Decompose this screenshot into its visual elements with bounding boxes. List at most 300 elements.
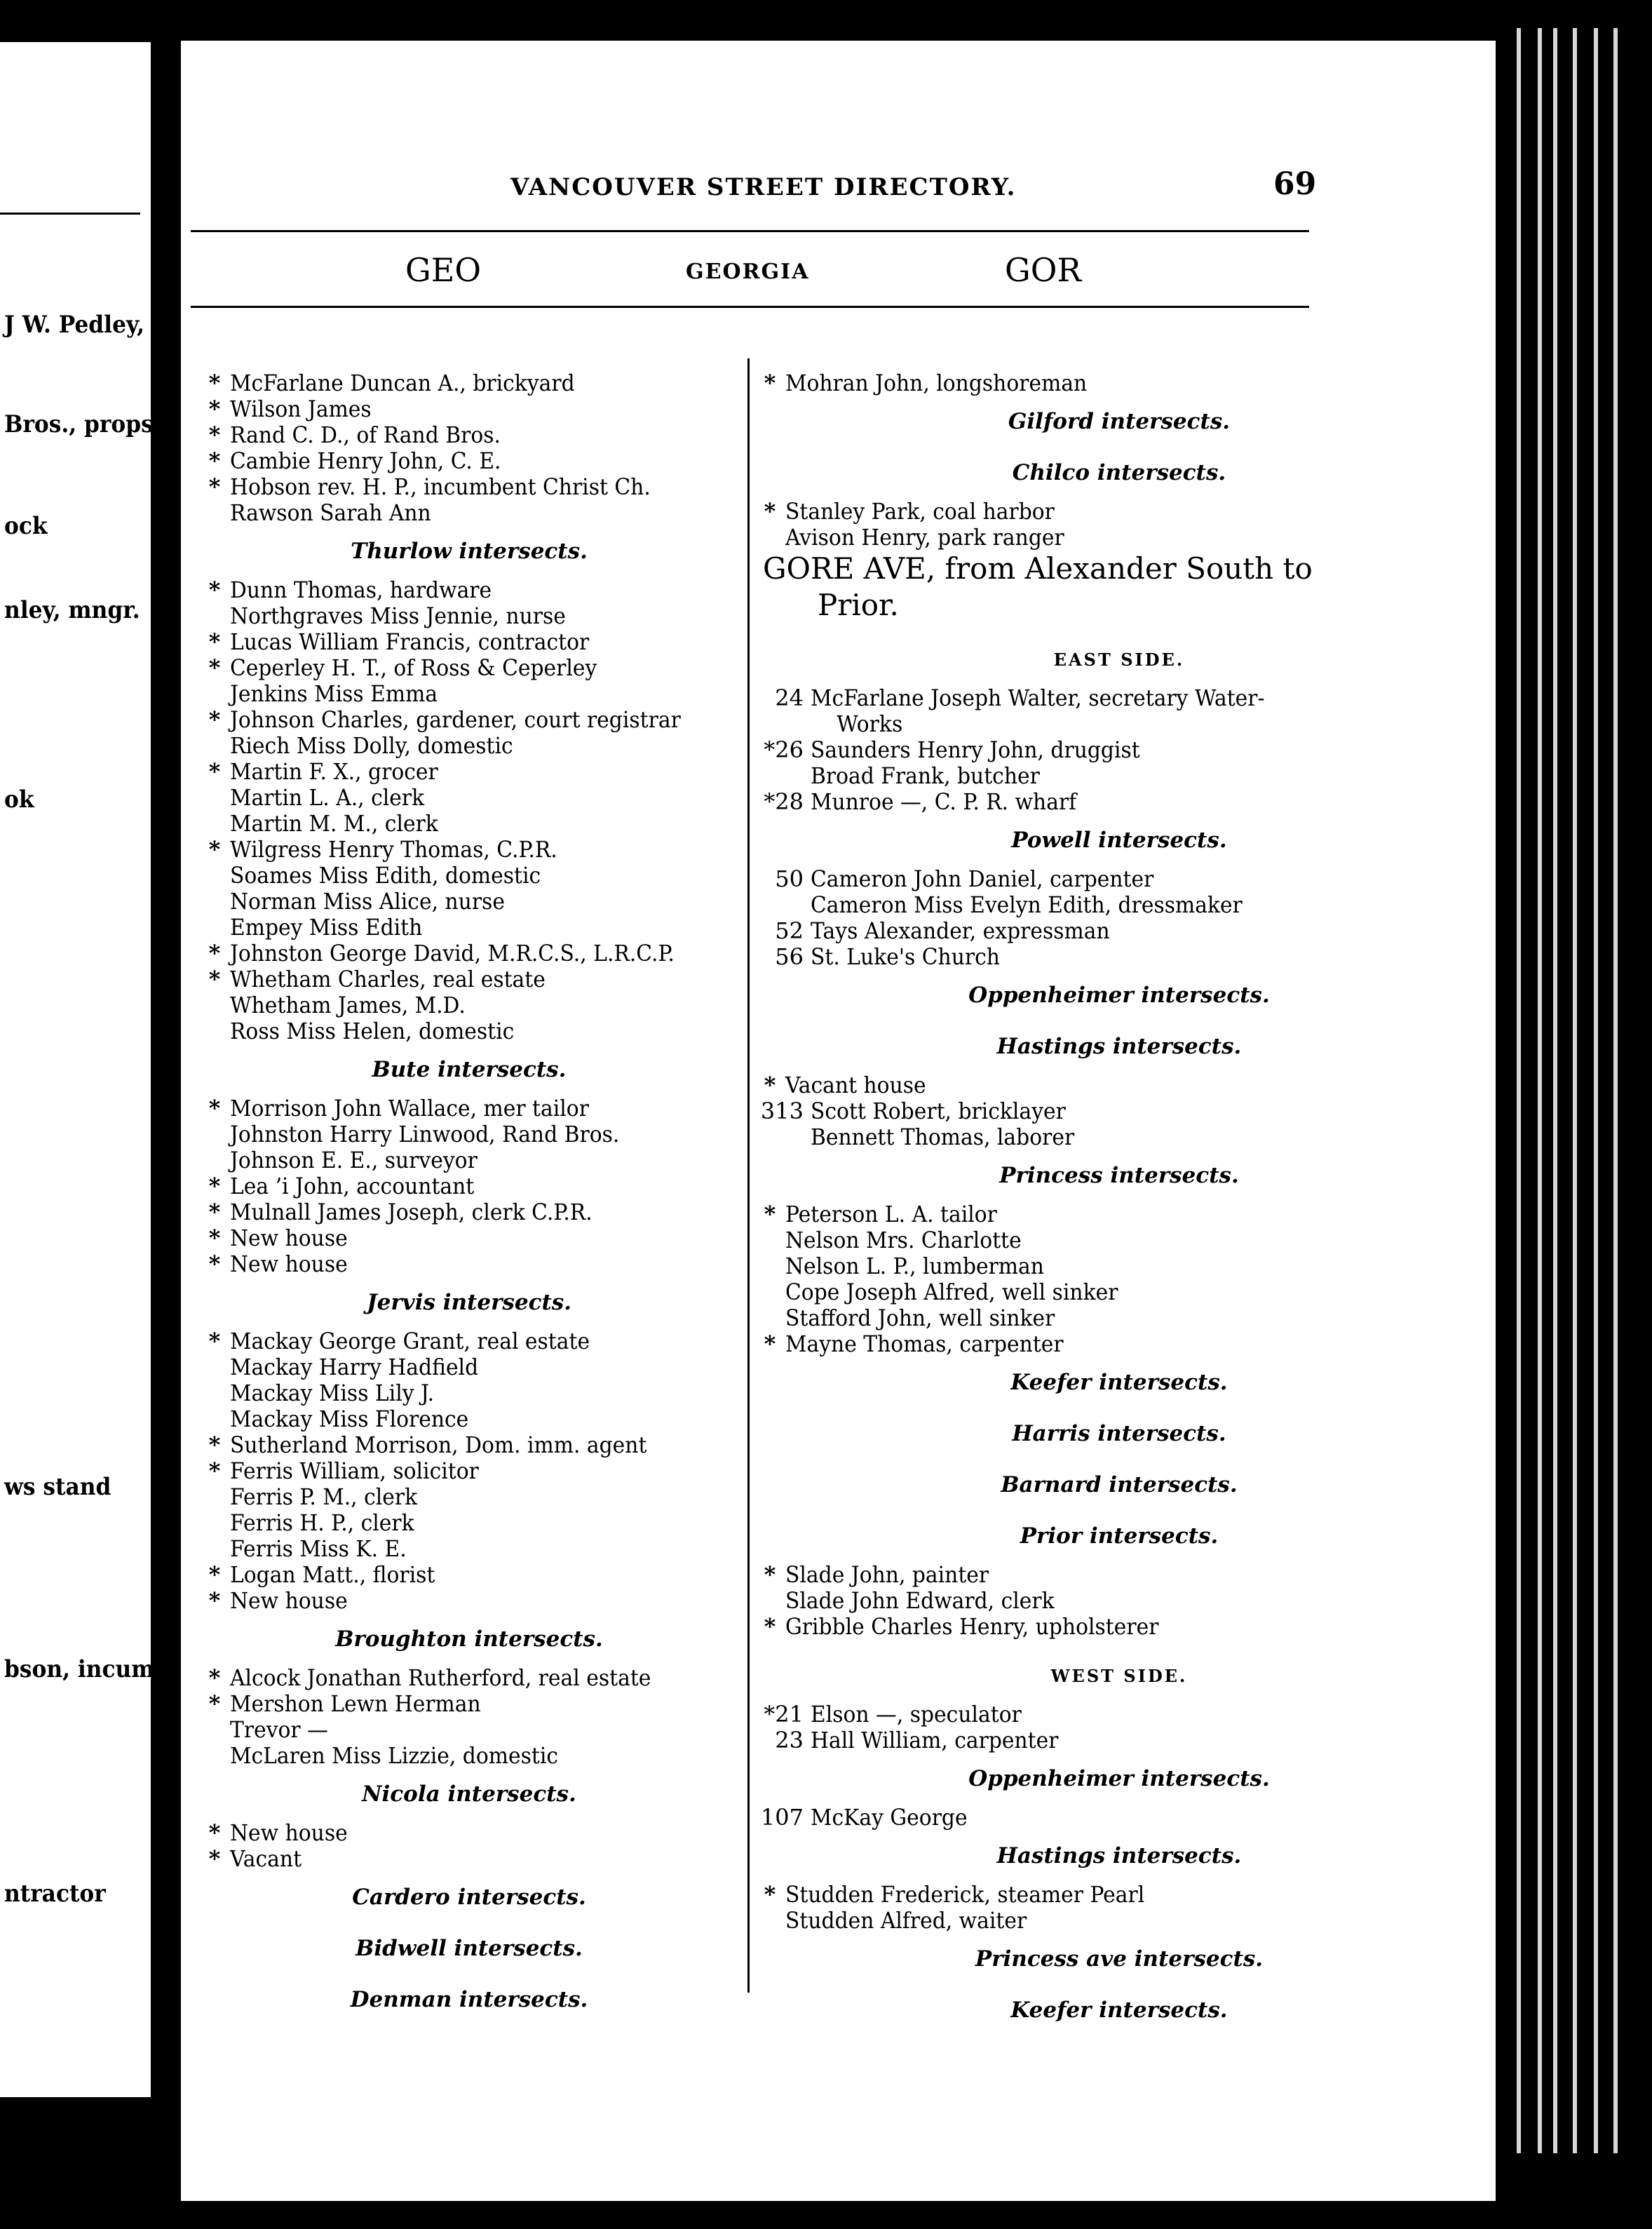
directory-entry <box>754 1253 1484 1279</box>
house-number: 24 <box>775 685 804 711</box>
entry-text: McFarlane Joseph Walter, secretary Water- <box>811 685 1265 711</box>
page-number: 69 <box>1273 166 1317 202</box>
directory-entry <box>199 1743 739 1769</box>
intersection-heading <box>199 1057 739 1083</box>
house-number: *26 <box>764 736 804 763</box>
facing-page-fragment: ws stand <box>4 1473 111 1501</box>
range-start: GEO <box>405 251 482 289</box>
intersection-heading <box>199 1987 739 2013</box>
entry-text: Cameron John Daniel, carpenter <box>811 866 1154 892</box>
intersection-heading <box>754 1034 1484 1060</box>
owner-marker: * <box>208 1225 221 1251</box>
directory-entry <box>754 1279 1484 1305</box>
directory-entry <box>754 499 1484 525</box>
entry-text: Works <box>837 711 903 737</box>
entry-text: Slade John, painter <box>785 1561 989 1588</box>
intersection-heading <box>754 1843 1484 1869</box>
house-number: 107 <box>760 1804 804 1831</box>
directory-entry <box>754 1908 1484 1934</box>
entry-text: Hall William, carpenter <box>811 1727 1059 1753</box>
spacer <box>199 1807 739 1820</box>
intersection-label: Barnard intersects. <box>1001 1472 1238 1497</box>
spacer <box>199 1316 739 1328</box>
entry-text: Mershon Lewn Herman <box>230 1690 481 1717</box>
intersection-label: Princess ave intersects. <box>975 1946 1264 1972</box>
directory-entry <box>199 603 739 629</box>
intersection-label: Bute intersects. <box>372 1057 567 1082</box>
spacer <box>754 1150 1484 1163</box>
owner-marker: * <box>208 1845 221 1872</box>
entry-text: Martin M. M., clerk <box>230 810 438 837</box>
entry-text: Northgraves Miss Jennie, nurse <box>230 602 566 629</box>
entry-text: Stafford John, well sinker <box>785 1305 1055 1331</box>
street-name-heading: GEORGIA <box>686 260 810 284</box>
directory-entry <box>199 1096 739 1122</box>
entry-text: Martin L. A., clerk <box>230 784 425 811</box>
entry-text: New house <box>230 1819 348 1846</box>
entry-text: Saunders Henry John, druggist <box>811 736 1140 763</box>
entry-text: Ceperley H. T., of Ross & Ceperley <box>230 654 597 681</box>
entry-text: Vacant house <box>785 1072 926 1098</box>
directory-entry <box>199 915 739 941</box>
running-header <box>181 166 1496 211</box>
directory-entry <box>199 1458 739 1484</box>
intersection-heading <box>754 409 1484 435</box>
spacer <box>199 1044 739 1057</box>
spacer <box>754 970 1484 983</box>
entry-text: Ferris H. P., clerk <box>230 1509 414 1536</box>
facing-page-rule <box>0 213 140 215</box>
entry-text: Wilgress Henry Thomas, C.P.R. <box>230 836 557 863</box>
entry-text: Nelson L. P., lumberman <box>785 1253 1044 1279</box>
entry-text: Rand C. D., of Rand Bros. <box>230 422 501 448</box>
owner-marker: * <box>764 498 776 525</box>
facing-page-fragment: ntractor <box>4 1880 106 1908</box>
intersection-label: Denman intersects. <box>350 1987 588 2012</box>
directory-entry <box>199 1588 739 1614</box>
intersection-heading <box>754 1163 1484 1189</box>
directory-entry <box>199 1173 739 1199</box>
entry-text: Cambie Henry John, C. E. <box>230 447 501 474</box>
entry-text: Ferris Miss K. E. <box>230 1535 407 1562</box>
directory-entry <box>199 863 739 889</box>
directory-entry <box>754 711 1484 737</box>
entry-text: Nelson Mrs. Charlotte <box>785 1227 1022 1253</box>
owner-marker: * <box>208 836 221 863</box>
directory-entry <box>199 1717 739 1743</box>
entry-text: Johnston George David, M.R.C.S., L.R.C.P. <box>230 940 675 967</box>
entry-text: Dunn Thomas, hardware <box>230 577 492 603</box>
directory-entry <box>199 1484 739 1510</box>
entry-text: Hobson rev. H. P., incumbent Christ Ch. <box>230 473 651 500</box>
owner-marker: * <box>208 396 221 422</box>
entry-text: Elson —, speculator <box>811 1701 1022 1728</box>
directory-entry <box>754 1098 1484 1124</box>
spacer <box>754 447 1484 460</box>
directory-entry <box>754 1201 1484 1227</box>
directory-entry <box>199 1406 739 1432</box>
entry-text: Rawson Sarah Ann <box>230 499 431 526</box>
owner-marker: * <box>208 1690 221 1717</box>
directory-entry <box>199 967 739 992</box>
facing-page-edge <box>0 42 164 2097</box>
owner-marker: * <box>208 1328 221 1354</box>
directory-entry <box>199 1122 739 1147</box>
intersection-heading <box>199 539 739 565</box>
spacer <box>754 1009 1484 1021</box>
intersection-label: Nicola intersects. <box>362 1782 576 1807</box>
entry-text: McFarlane Duncan A., brickyard <box>230 370 575 396</box>
intersection-heading <box>199 1290 739 1316</box>
facing-page-fragment: bson, incum- <box>4 1655 164 1683</box>
directory-entry <box>754 370 1484 396</box>
intersection-label: Gilford intersects. <box>1008 409 1231 434</box>
directory-entry <box>199 1354 739 1380</box>
entry-text: Jenkins Miss Emma <box>230 680 438 707</box>
spacer <box>199 1769 739 1782</box>
range-end: GOR <box>1005 251 1082 289</box>
intersection-label: Jervis intersects. <box>366 1290 572 1315</box>
entry-text: Wilson James <box>230 396 372 422</box>
owner-marker: * <box>208 1587 221 1614</box>
spacer <box>199 565 739 577</box>
spacer <box>754 1189 1484 1201</box>
spacer <box>199 526 739 539</box>
directory-entry <box>754 763 1484 789</box>
intersection-heading <box>199 1627 739 1652</box>
spacer <box>754 486 1484 499</box>
left-column <box>199 370 739 2026</box>
intersection-heading <box>754 460 1484 486</box>
directory-entry <box>199 707 739 733</box>
entry-text: Morrison John Wallace, mer tailor <box>230 1095 589 1122</box>
spacer <box>754 1831 1484 1843</box>
directory-entry <box>754 1614 1484 1640</box>
spacer <box>754 1460 1484 1472</box>
street-heading <box>754 551 1484 587</box>
directory-entry <box>199 1846 739 1872</box>
owner-marker: * <box>208 966 221 992</box>
entry-text: Gribble Charles Henry, upholsterer <box>785 1613 1159 1640</box>
spacer <box>199 2013 739 2026</box>
entry-text: Ross Miss Helen, domestic <box>230 1018 515 1044</box>
owner-marker: * <box>764 370 776 396</box>
directory-entry <box>754 1227 1484 1253</box>
entry-text: Trevor — <box>230 1716 328 1743</box>
house-number: *28 <box>764 788 804 815</box>
intersection-label: Broughton intersects. <box>335 1627 603 1652</box>
entry-text: Bennett Thomas, laborer <box>811 1124 1075 1150</box>
intersection-heading <box>754 1523 1484 1549</box>
entry-text: McLaren Miss Lizzie, domestic <box>230 1742 559 1769</box>
intersection-label: Keefer intersects. <box>1010 1370 1228 1395</box>
directory-entry <box>199 681 739 707</box>
directory-entry <box>199 785 739 811</box>
directory-entry <box>754 1562 1484 1588</box>
facing-page-fragment: Bros., props <box>4 410 154 438</box>
spacer <box>199 1652 739 1665</box>
directory-entry <box>199 992 739 1018</box>
entry-text: Tays Alexander, expressman <box>811 917 1110 944</box>
spacer <box>754 1985 1484 1998</box>
directory-entry <box>754 892 1484 918</box>
street-heading-text: Prior. <box>818 588 899 622</box>
entry-text: Mackay Harry Hadfield <box>230 1354 479 1380</box>
spacer <box>754 1689 1484 1702</box>
entry-text: Cameron Miss Evelyn Edith, dressmaker <box>811 891 1243 918</box>
entry-text: Johnston Harry Linwood, Rand Bros. <box>230 1121 620 1147</box>
house-number: 52 <box>775 917 804 944</box>
directory-entry <box>199 629 739 655</box>
spacer <box>754 1549 1484 1562</box>
entry-text: Vacant <box>230 1845 302 1872</box>
owner-marker: * <box>764 1613 776 1640</box>
facing-page-fragment: J W. Pedley, <box>4 311 145 339</box>
spacer <box>754 624 1484 636</box>
directory-entry <box>199 500 739 526</box>
directory-entry <box>754 1805 1484 1831</box>
directory-entry <box>754 525 1484 551</box>
directory-entry <box>199 1328 739 1354</box>
page-title: VANCOUVER STREET DIRECTORY. <box>510 173 1017 201</box>
directory-entry <box>199 370 739 396</box>
directory-entry <box>199 1665 739 1691</box>
spacer <box>199 1277 739 1290</box>
spacer <box>754 1021 1484 1034</box>
intersection-label: Hastings intersects. <box>996 1034 1242 1059</box>
spacer <box>754 1060 1484 1072</box>
directory-entry <box>754 685 1484 711</box>
entry-text: Johnson E. E., surveyor <box>230 1147 478 1173</box>
owner-marker: * <box>208 940 221 967</box>
entry-text: Sutherland Morrison, Dom. imm. agent <box>230 1432 647 1458</box>
directory-entry <box>199 1251 739 1277</box>
spacer <box>754 1408 1484 1421</box>
spacer <box>754 854 1484 866</box>
directory-entry <box>199 448 739 474</box>
entry-text: Martin F. X., grocer <box>230 758 438 785</box>
spacer <box>754 2023 1484 2036</box>
owner-marker: * <box>764 1072 776 1098</box>
directory-entry <box>199 1199 739 1225</box>
directory-entry <box>199 1225 739 1251</box>
entry-text: Ferris William, solicitor <box>230 1457 479 1484</box>
entry-text: Soames Miss Edith, domestic <box>230 862 541 889</box>
directory-entry <box>754 918 1484 944</box>
spacer <box>754 1640 1484 1652</box>
entry-text: Johnson Charles, gardener, court registrar <box>230 706 681 733</box>
entry-text: Lea ’i John, accountant <box>230 1173 475 1199</box>
side-label: WEST SIDE. <box>1050 1666 1188 1686</box>
directory-entry <box>754 789 1484 815</box>
entry-text: Peterson L. A. tailor <box>785 1201 997 1227</box>
entry-text: Logan Matt., florist <box>230 1561 435 1588</box>
entry-text: Avison Henry, park ranger <box>785 524 1064 551</box>
directory-entry <box>199 1018 739 1044</box>
directory-entry <box>754 1072 1484 1098</box>
directory-entry <box>754 944 1484 970</box>
owner-marker: * <box>764 1881 776 1908</box>
intersection-heading <box>754 1421 1484 1447</box>
owner-marker: * <box>208 577 221 603</box>
book-page-edges <box>1496 14 1652 2229</box>
owner-marker: * <box>208 1173 221 1199</box>
spacer <box>754 1511 1484 1523</box>
facing-page-fragment: ock <box>4 512 48 540</box>
entry-text: Stanley Park, coal harbor <box>785 498 1055 525</box>
spacer <box>754 1753 1484 1766</box>
owner-marker: * <box>208 1819 221 1846</box>
intersection-label: Oppenheimer intersects. <box>968 983 1270 1008</box>
spacer <box>199 1911 739 1923</box>
owner-marker: * <box>764 1201 776 1227</box>
owner-marker: * <box>208 758 221 785</box>
directory-entry <box>199 396 739 422</box>
intersection-heading <box>754 828 1484 854</box>
directory-entry <box>199 474 739 500</box>
entry-text: Mackay George Grant, real estate <box>230 1328 590 1354</box>
directory-entry <box>754 1588 1484 1614</box>
entry-text: Broad Frank, butcher <box>811 762 1040 789</box>
entry-text: Munroe —, C. P. R. wharf <box>811 788 1077 815</box>
owner-marker: * <box>208 1457 221 1484</box>
spacer <box>199 1923 739 1936</box>
spacer <box>199 1962 739 1974</box>
owner-marker: * <box>208 422 221 448</box>
owner-marker: * <box>764 1331 776 1357</box>
entry-text: Riech Miss Dolly, domestic <box>230 732 513 759</box>
owner-marker: * <box>764 1561 776 1588</box>
entry-text: Lucas William Francis, contractor <box>230 628 590 655</box>
intersection-label: Cardero intersects. <box>352 1885 586 1910</box>
spacer <box>754 1972 1484 1985</box>
intersection-heading <box>754 983 1484 1009</box>
intersection-heading <box>199 1885 739 1911</box>
street-heading-continued <box>754 587 1484 624</box>
spacer <box>754 1869 1484 1882</box>
spacer <box>754 435 1484 447</box>
directory-entry <box>199 1510 739 1536</box>
directory-entry <box>199 655 739 681</box>
spacer <box>754 673 1484 685</box>
directory-entry <box>754 1728 1484 1753</box>
intersection-label: Powell intersects. <box>1011 828 1227 853</box>
directory-entry <box>754 1331 1484 1357</box>
directory-entry <box>199 1432 739 1458</box>
entry-text: New house <box>230 1251 348 1277</box>
directory-entry <box>754 1305 1484 1331</box>
owner-marker: * <box>208 473 221 500</box>
spacer <box>754 1396 1484 1408</box>
owner-marker: * <box>208 370 221 396</box>
directory-entry <box>754 866 1484 892</box>
house-number: *21 <box>764 1701 804 1728</box>
directory-page <box>181 41 1496 2201</box>
directory-entry <box>754 1882 1484 1908</box>
spacer <box>199 1974 739 1987</box>
owner-marker: * <box>208 654 221 681</box>
entry-text: St. Luke's Church <box>811 943 1000 970</box>
intersection-label: Keefer intersects. <box>1010 1998 1228 2023</box>
intersection-label: Princess intersects. <box>999 1163 1239 1188</box>
entry-text: Ferris P. M., clerk <box>230 1483 418 1510</box>
spacer <box>754 815 1484 828</box>
directory-entry <box>754 1124 1484 1150</box>
entry-text: Mohran John, longshoreman <box>785 370 1088 396</box>
right-column <box>754 370 1484 2036</box>
entry-text: Empey Miss Edith <box>230 914 423 941</box>
spacer <box>199 1083 739 1096</box>
facing-page-fragment: nley, mngr. <box>4 596 140 624</box>
owner-marker: * <box>208 1199 221 1225</box>
spacer <box>754 396 1484 409</box>
entry-text: Norman Miss Alice, nurse <box>230 888 505 915</box>
facing-page-fragment: ok <box>4 786 34 814</box>
intersection-label: Thurlow intersects. <box>351 539 588 564</box>
owner-marker: * <box>208 447 221 474</box>
entry-text: Mackay Miss Lily J. <box>230 1380 435 1406</box>
entry-text: Whetham Charles, real estate <box>230 966 546 992</box>
owner-marker: * <box>208 628 221 655</box>
directory-entry <box>199 1562 739 1588</box>
house-number: 23 <box>775 1727 804 1753</box>
directory-entry <box>199 1820 739 1846</box>
spacer <box>754 1357 1484 1370</box>
header-rule <box>191 230 1309 232</box>
intersection-heading <box>199 1936 739 1962</box>
directory-entry <box>199 733 739 759</box>
directory-entry <box>199 1536 739 1562</box>
intersection-label: Chilco intersects. <box>1012 460 1226 485</box>
owner-marker: * <box>208 1251 221 1277</box>
intersection-heading <box>754 1766 1484 1792</box>
side-heading <box>754 1652 1484 1689</box>
intersection-heading <box>754 1472 1484 1498</box>
intersection-heading <box>754 1946 1484 1972</box>
directory-entry <box>754 737 1484 763</box>
directory-entry <box>199 1380 739 1406</box>
intersection-label: Prior intersects. <box>1020 1523 1219 1549</box>
owner-marker: * <box>208 1432 221 1458</box>
entry-text: Alcock Jonathan Rutherford, real estate <box>230 1664 651 1691</box>
directory-entry <box>199 811 739 837</box>
directory-entry <box>199 1691 739 1717</box>
spacer <box>754 1934 1484 1946</box>
intersection-heading <box>199 1782 739 1807</box>
entry-text: Mayne Thomas, carpenter <box>785 1331 1064 1357</box>
intersection-label: Hastings intersects. <box>996 1843 1242 1868</box>
entry-text: Cope Joseph Alfred, well sinker <box>785 1279 1118 1305</box>
range-rule <box>191 306 1309 308</box>
directory-entry <box>199 837 739 863</box>
directory-entry <box>199 577 739 603</box>
spacer <box>199 1872 739 1885</box>
entry-text: New house <box>230 1225 348 1251</box>
entry-text: Studden Frederick, steamer Pearl <box>785 1881 1145 1908</box>
intersection-heading <box>754 1998 1484 2023</box>
side-label: EAST SIDE. <box>1053 649 1185 670</box>
house-number: 56 <box>775 943 804 970</box>
directory-entry <box>199 941 739 967</box>
spacer <box>754 1498 1484 1511</box>
owner-marker: * <box>208 1664 221 1691</box>
owner-marker: * <box>208 1095 221 1122</box>
directory-entry <box>754 1702 1484 1728</box>
entry-text: Mackay Miss Florence <box>230 1406 469 1432</box>
spacer <box>754 1447 1484 1460</box>
entry-text: Mulnall James Joseph, clerk C.P.R. <box>230 1199 593 1225</box>
entry-text: Whetham James, M.D. <box>230 992 466 1018</box>
